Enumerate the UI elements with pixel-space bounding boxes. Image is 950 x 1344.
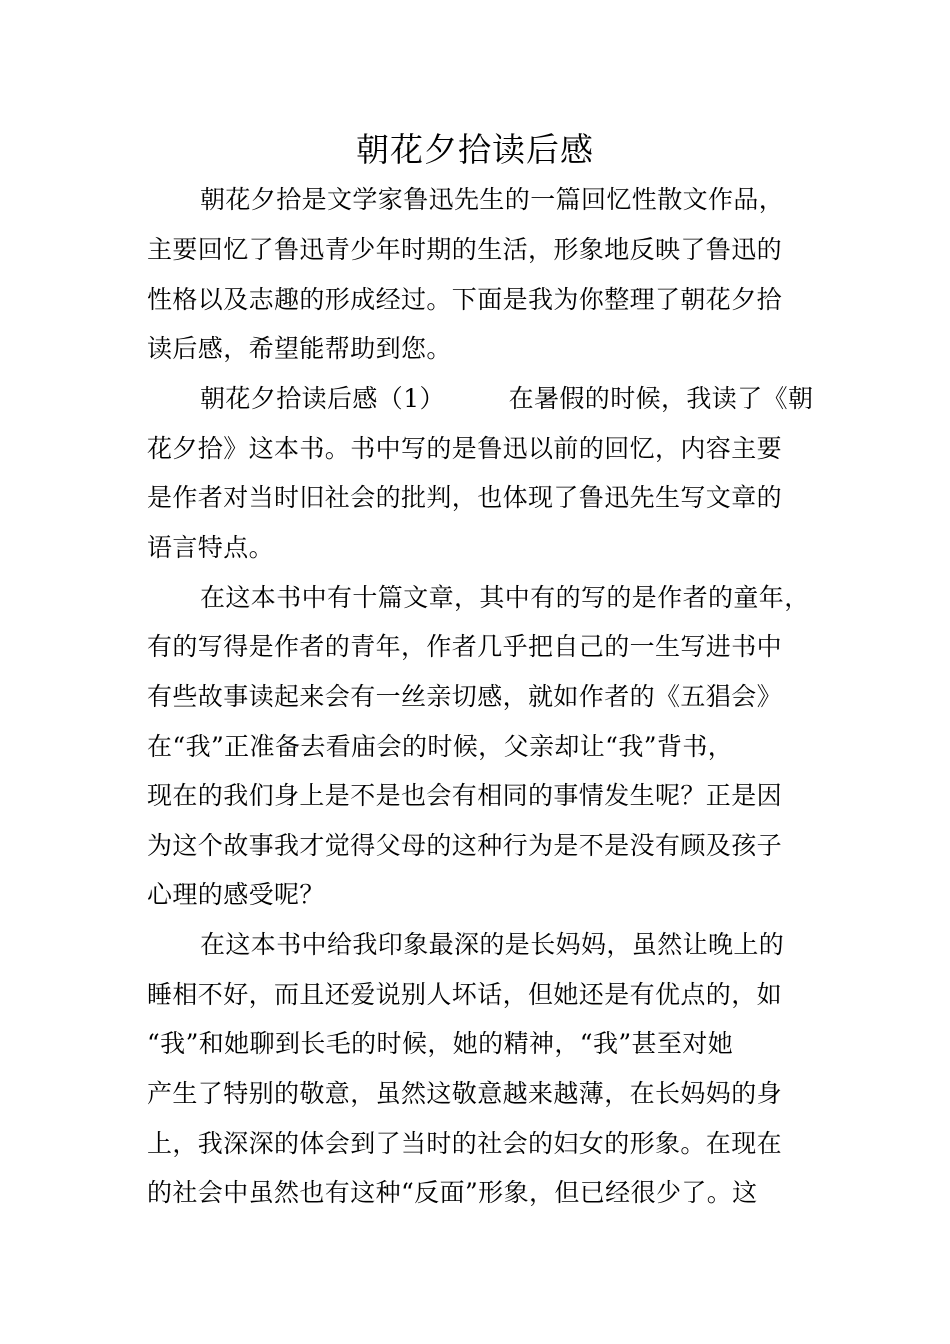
text-line: 读后感，希望能帮助到您。 — [147, 334, 452, 363]
text-line: 花夕拾》这本书。书中写的是鲁迅以前的回忆，内容主要 — [147, 434, 783, 463]
text-line: 的社会中虽然也有这种“反面”形象，但已经很少了。这 — [147, 1178, 758, 1207]
text-line: “我”和她聊到长毛的时候，她的精神，“我”甚至对她 — [147, 1029, 734, 1058]
text-line: 在“我”正准备去看庙会的时候，父亲却让“我”背书， — [147, 732, 734, 761]
document-title: 朝花夕拾读后感 — [356, 130, 594, 169]
text-line: 在这本书中有十篇文章，其中有的写的是作者的童年， — [200, 583, 810, 612]
text-line: 产生了特别的敬意，虽然这敬意越来越薄，在长妈妈的身 — [147, 1079, 783, 1108]
text-line: 有的写得是作者的青年，作者几乎把自己的一生写进书中 — [147, 632, 783, 661]
text-line: 上，我深深的体会到了当时的社会的妇女的形象。在现在 — [147, 1129, 783, 1158]
text-line: 性格以及志趣的形成经过。下面是我为你整理了朝花夕拾 — [147, 285, 783, 314]
text-line: 朝花夕拾是文学家鲁迅先生的一篇回忆性散文作品， — [200, 185, 785, 214]
text-line: 睡相不好，而且还爱说别人坏话，但她还是有优点的，如 — [147, 980, 783, 1009]
text-line: 是作者对当时旧社会的批判，也体现了鲁迅先生写文章的 — [147, 483, 783, 512]
text-line: 朝花夕拾读后感（1） 在暑假的时候，我读了《朝 — [200, 384, 814, 413]
text-line: 在这本书中给我印象最深的是长妈妈，虽然让晚上的 — [200, 930, 785, 959]
text-line: 有些故事读起来会有一丝亲切感，就如作者的《五猖会》 — [147, 682, 783, 711]
text-line: 主要回忆了鲁迅青少年时期的生活，形象地反映了鲁迅的 — [147, 235, 783, 264]
text-line: 心理的感受呢？ — [147, 880, 325, 909]
text-line: 现在的我们身上是不是也会有相同的事情发生呢？正是因 — [147, 781, 783, 810]
text-line: 语言特点。 — [147, 533, 275, 562]
text-line: 为这个故事我才觉得父母的这种行为是不是没有顾及孩子 — [147, 831, 783, 860]
